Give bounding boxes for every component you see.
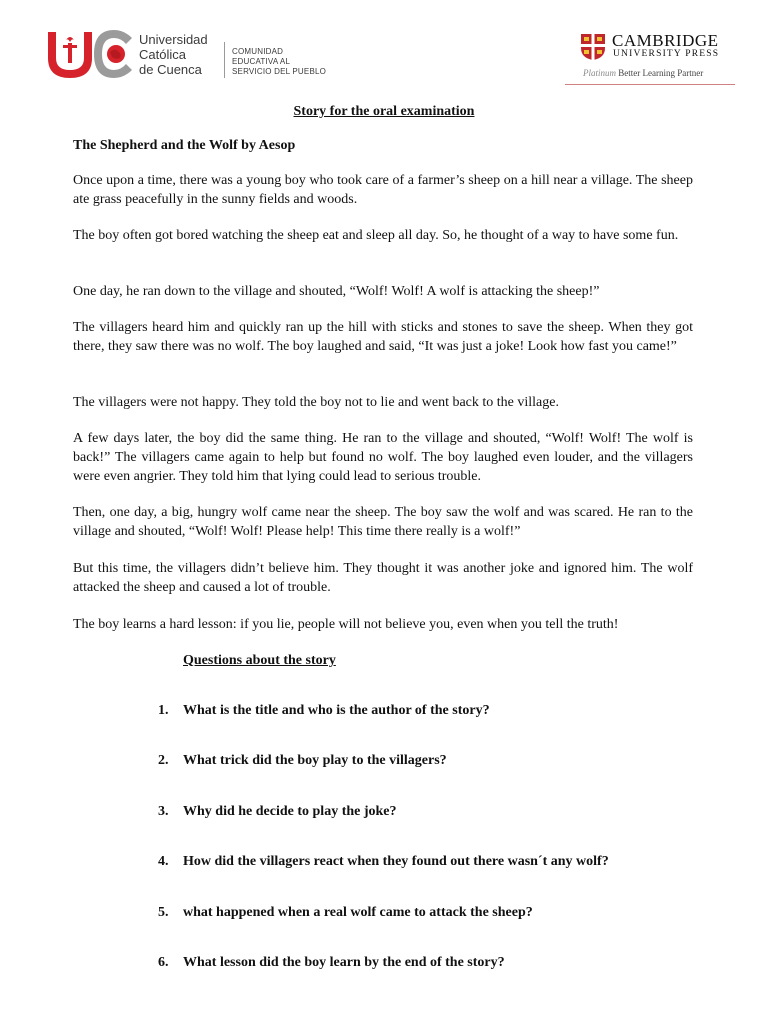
question-item [158, 954, 698, 971]
story-paragraph-8: But this time, the villagers didn’t believe him. They thought it was another joke and ignored him. The wolf attacked the sheep and caused a lot of trouble. [73, 561, 693, 595]
question-text: Why did he decide to play the joke? [183, 804, 397, 819]
cambridge-shield-icon [580, 33, 606, 61]
story-paragraph-7: Then, one day, a big, hungry wolf came near the sheep. The boy saw the wolf and was scared. He ran to the village and shouted, “Wolf! Wolf! Please help! This time there really is a wolf!” [73, 505, 693, 539]
question-item [158, 904, 698, 921]
question-number: 2. [158, 753, 169, 768]
university-name-line1: Universidad [139, 32, 208, 47]
question-number: 3. [158, 804, 169, 819]
story-paragraph-9: The boy learns a hard lesson: if you lie, people will not believe you, even when you tell the truth! [73, 617, 619, 632]
university-name-line3: de Cuenca [139, 62, 202, 77]
university-name [139, 32, 208, 77]
question-text: What is the title and who is the author of the story? [183, 703, 490, 718]
page-header [0, 0, 768, 100]
question-number: 4. [158, 854, 169, 869]
question-number: 1. [158, 703, 169, 718]
cambridge-name: CAMBRIDGE [612, 31, 719, 50]
motto-line3: SERVICIO DEL PUEBLO [232, 67, 327, 76]
header-rule [565, 84, 735, 85]
motto-line1: COMUNIDAD [232, 47, 284, 56]
question-text: What trick did the boy play to the villagers? [183, 753, 447, 768]
partner-tier: Platinum [583, 68, 616, 78]
question-text: How did the villagers react when they found out there wasn´t any wolf? [183, 854, 609, 869]
question-item [158, 702, 698, 719]
story-paragraph-1: Once upon a time, there was a young boy who took care of a farmer’s sheep on a hill near a village. The sheep ate grass peacefully in the sunny fields and woods. [73, 173, 693, 207]
question-number: 5. [158, 905, 169, 920]
question-number: 6. [158, 955, 169, 970]
cambridge-logo [580, 31, 740, 81]
university-name-line2: Católica [139, 47, 186, 62]
document-title: Story for the oral examination [293, 104, 475, 119]
cambridge-press: UNIVERSITY PRESS [613, 49, 720, 59]
partner-text: Better Learning Partner [618, 68, 704, 78]
story-heading: The Shepherd and the Wolf by Aesop [73, 138, 296, 153]
question-item [158, 752, 698, 769]
story-paragraph-6: A few days later, the boy did the same thing. He ran to the village and shouted, “Wolf! Wolf! The wolf is back!” The villagers came again to help but found no wolf. The boy laughed even louder, and the villagers were even angrier. They told him that lying could lead to serious trouble. [73, 431, 693, 484]
story-paragraph-4: The villagers heard him and quickly ran up the hill with sticks and stones to save the sheep. When they got there, they saw there was no wolf. The boy laughed and said, “It was just a joke! Look how fast you came!” [73, 320, 693, 354]
story-paragraph-5: The villagers were not happy. They told the boy not to lie and went back to the village. [73, 395, 559, 410]
story-paragraph-3: One day, he ran down to the village and shouted, “Wolf! Wolf! A wolf is attacking the sheep!” [73, 284, 600, 299]
ucc-logo-icon [44, 26, 134, 82]
story-paragraph-2: The boy often got bored watching the sheep eat and sleep all day. So, he thought of a way to have some fun. [73, 228, 679, 243]
question-item [158, 803, 698, 820]
cambridge-partner [583, 68, 703, 78]
motto-line2: EDUCATIVA AL [232, 57, 291, 66]
questions-heading: Questions about the story [183, 653, 336, 668]
question-text: what happened when a real wolf came to attack the sheep? [183, 905, 533, 920]
university-motto [232, 47, 326, 77]
question-text: What lesson did the boy learn by the end of the story? [183, 955, 505, 970]
question-item [158, 853, 698, 870]
header-divider [224, 42, 225, 78]
